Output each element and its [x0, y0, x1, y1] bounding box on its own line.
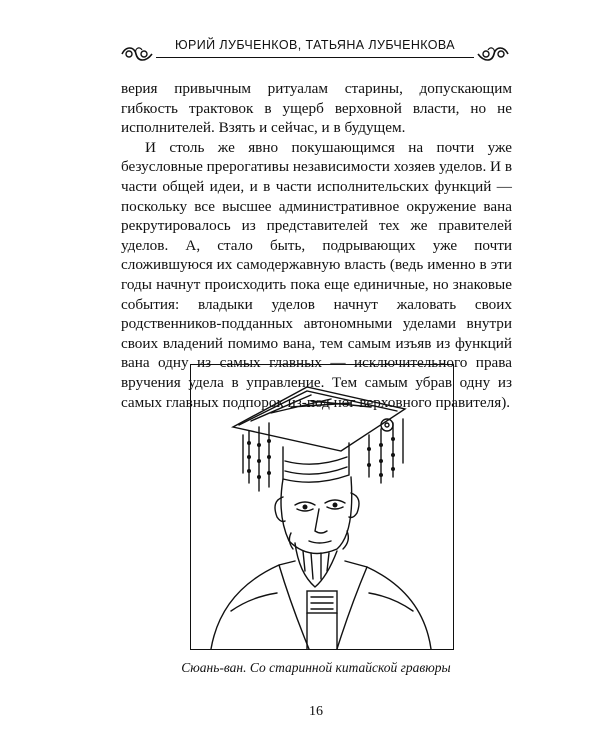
header-title: ЮРИЙ ЛУБЧЕНКОВ, ТАТЬЯНА ЛУБЧЕНКОВА [175, 38, 455, 52]
running-header [120, 36, 510, 66]
figure-caption: Сюань-ван. Со старинной китайской гравюры [181, 660, 451, 675]
paragraph-1: верия привычным ритуалам старины, допускающим гибкость трактовок в ущерб верховной власти, но не исполнителей. Взять и сейчас, и в будущем. [121, 80, 512, 137]
page-number: 16 [309, 704, 323, 719]
body-text [121, 79, 512, 412]
right-ornament-icon [476, 44, 510, 64]
header-rule [156, 57, 474, 58]
emperor-engraving-icon [191, 365, 453, 649]
figure-frame [190, 364, 454, 650]
paragraph-2: И столь же явно покушающимся на почти уже безусловные прерогативы независимости хозяев уделов. И в части общей идеи, и в части исполнительских функций — поскольку все высшее административное окружение вана рекрутировалось из представителей тех же правителей уделов. А, стало быть, подрывающих уже почти сложившуюся их самодержавную власть (ведь именно в эти годы начнут происходить пока еще единичные, но знаковые события: владыки уделов начнут жаловать своих родственников-подданных автономными уделами внутри своих владений помимо вана, тем самым изъяв из функций вана одну из самых главных — исключительного права вручения удела в управление. Тем самым убрав одну из самых главных подпорок из-под ног верховного правителя). [121, 138, 512, 411]
